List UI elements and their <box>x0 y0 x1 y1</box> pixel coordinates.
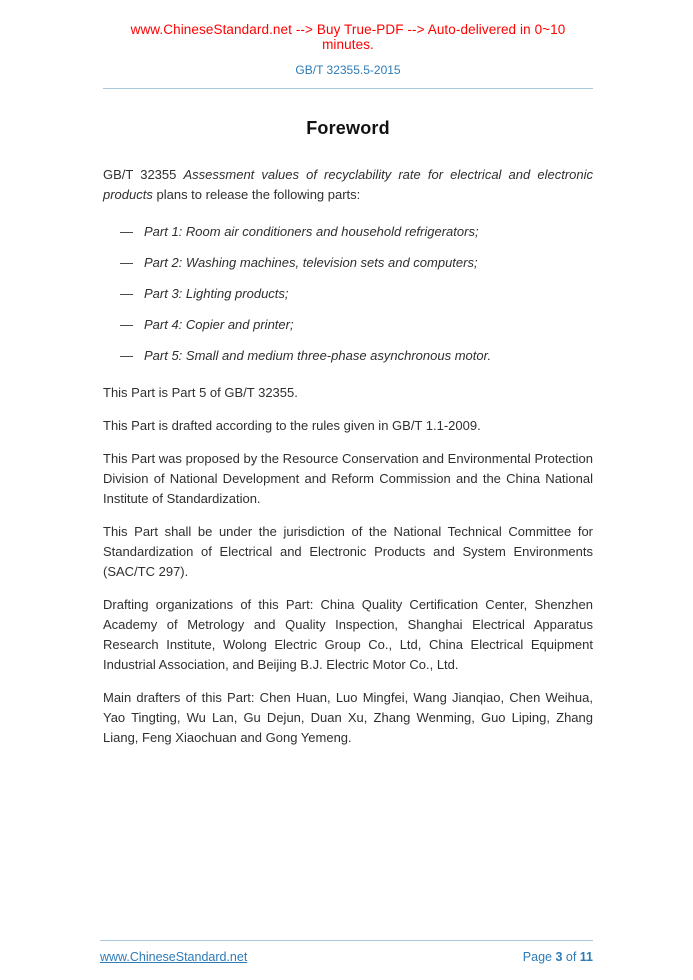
paragraph-jurisdiction: This Part shall be under the jurisdiction of the National Technical Committee for Standardization of Electrical and Electronic Products and System Environments (SAC/TC 297). <box>103 524 593 579</box>
page-number-total: 11 <box>579 950 593 964</box>
paragraph-drafting-organizations: Drafting organizations of this Part: China Quality Certification Center, Shenzhen Academy of Metrology and Quality Inspection, Shanghai Electrical Apparatus Research Institute, Wolong Electric Group Co., Ltd, China Electrical Equipment Industrial Association, and Beijing B.J. Electric Motor Co., Ltd. <box>103 597 593 672</box>
part-list-item <box>120 348 593 364</box>
intro-paragraph <box>103 165 593 205</box>
part-list-item <box>120 224 593 240</box>
footer-divider <box>100 940 593 941</box>
parts-list <box>103 224 593 364</box>
part-list-item <box>120 255 593 271</box>
paragraph-drafted-rules: This Part is drafted according to the rules given in GB/T 1.1-2009. <box>103 418 481 433</box>
part-label: Part 3: Lighting products; <box>144 286 289 301</box>
part-label: Part 1: Room air conditioners and household refrigerators; <box>144 224 479 239</box>
footer-row <box>100 950 593 964</box>
paragraph-proposed-by: This Part was proposed by the Resource Conservation and Environmental Protection Division of National Development and Reform Commission and the China National Institute of Standardization. <box>103 451 593 506</box>
list-dash: — <box>120 348 133 363</box>
page-number-current: 3 <box>555 950 563 964</box>
list-dash: — <box>120 224 133 239</box>
footer-site-link[interactable]: www.ChineseStandard.net <box>100 950 248 964</box>
part-label: Part 5: Small and medium three-phase asynchronous motor. <box>144 348 492 363</box>
list-dash: — <box>120 286 133 301</box>
intro-prefix: GB/T 32355 <box>103 167 184 182</box>
page-footer <box>100 929 593 964</box>
part-label: Part 4: Copier and printer; <box>144 317 294 332</box>
promo-banner: www.ChineseStandard.net --> Buy True-PDF --> Auto-delivered in 0~10 minutes. <box>130 22 566 52</box>
part-list-item <box>120 317 593 333</box>
page-indicator <box>523 950 593 964</box>
intro-suffix: plans to release the following parts: <box>152 187 361 202</box>
part-list-item <box>120 286 593 302</box>
header-divider <box>103 88 593 89</box>
page-indicator-middle: of <box>562 950 580 964</box>
list-dash: — <box>120 255 133 270</box>
part-label: Part 2: Washing machines, television sets and computers; <box>144 255 478 270</box>
page-indicator-prefix: Page <box>522 950 556 964</box>
paragraph-part5: This Part is Part 5 of GB/T 32355. <box>103 385 298 400</box>
page-title: Foreword <box>306 118 390 138</box>
intro-standard-name: Assessment values of recyclability rate for electrical and electronic products <box>103 167 593 202</box>
list-dash: — <box>120 317 133 332</box>
paragraph-main-drafters: Main drafters of this Part: Chen Huan, Luo Mingfei, Wang Jianqiao, Chen Weihua, Yao Tingting, Wu Lan, Gu Dejun, Duan Xu, Zhang Wenming, Guo Liping, Zhang Liang, Feng Xiaochuan and Gong Yemeng. <box>103 690 593 745</box>
standard-number: GB/T 32355.5-2015 <box>295 63 401 77</box>
